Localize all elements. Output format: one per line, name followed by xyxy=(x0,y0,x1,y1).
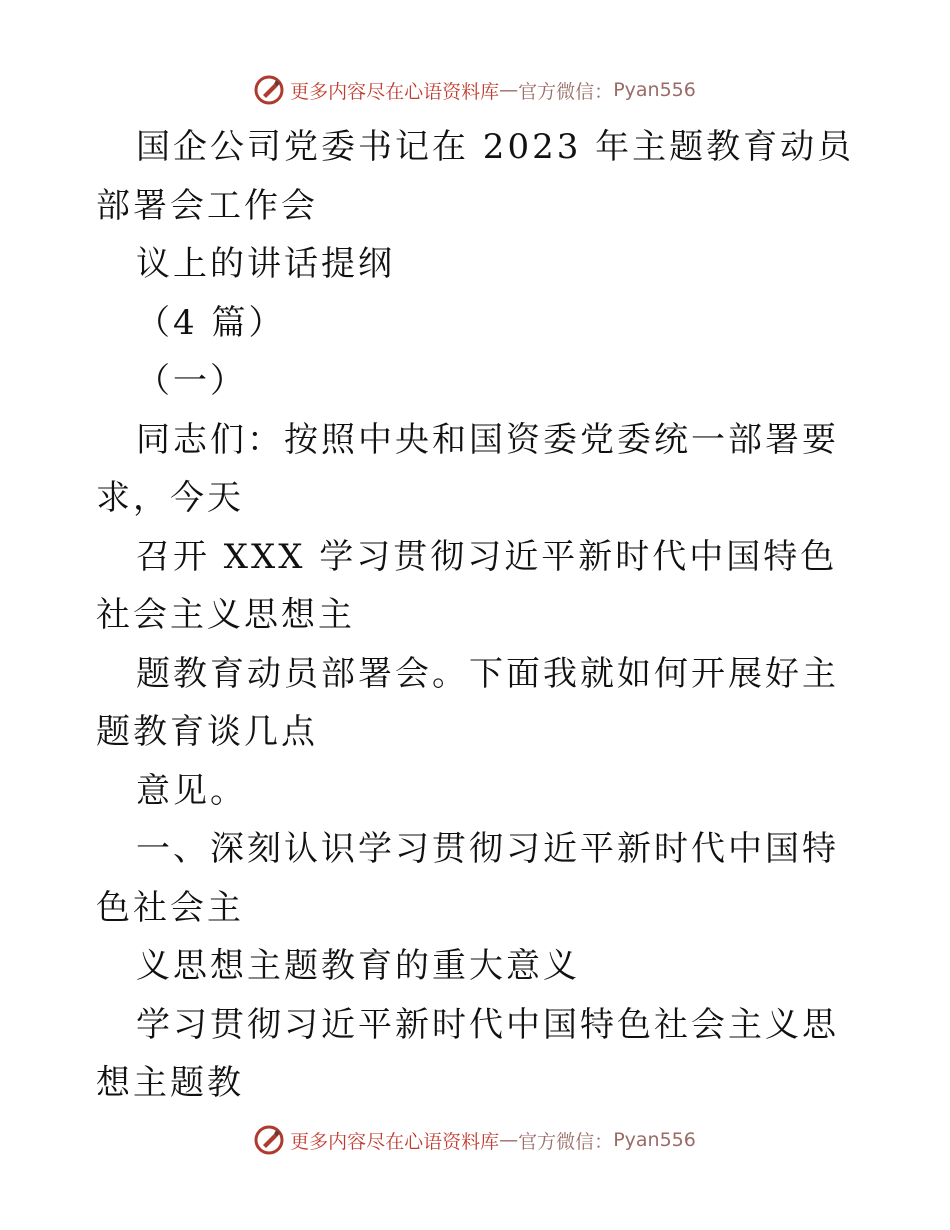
paragraph: 题教育动员部署会。下面我就如何开展好主题教育谈几点 xyxy=(96,653,839,752)
brand-logo-icon xyxy=(254,1125,284,1155)
watermark-separator: — xyxy=(499,79,519,101)
watermark-wechat-id: Pyan556 xyxy=(613,79,696,101)
watermark-brand: 更多内容尽在心语资料库 xyxy=(290,1130,500,1153)
section-heading-continued: 义思想主题教育的重大意义 xyxy=(136,946,580,986)
document-title-line-2: 议上的讲话提纲 xyxy=(136,244,395,284)
paragraph: 召开 XXX 学习贯彻习近平新时代中国特色社会主义思想主 xyxy=(96,536,838,635)
watermark-brand: 更多内容尽在心语资料库 xyxy=(290,80,500,103)
document-body xyxy=(96,118,856,1113)
header-watermark xyxy=(0,70,950,110)
watermark-wechat-label: 官方微信： xyxy=(518,80,614,103)
brand-logo-icon xyxy=(254,75,284,105)
document-title-line-1: 国企公司党委书记在 2023 年主题教育动员部署会工作会 xyxy=(96,127,855,226)
document-subtitle-count: （4 篇） xyxy=(136,302,286,343)
paragraph: 意见。 xyxy=(136,770,247,811)
watermark-wechat-id: Pyan556 xyxy=(613,1129,696,1151)
section-number: （一） xyxy=(136,361,247,401)
section-heading: 一、深刻认识学习贯彻习近平新时代中国特色社会主 xyxy=(96,829,839,928)
watermark-wechat-label: 官方微信： xyxy=(518,1130,614,1153)
footer-watermark xyxy=(0,1120,950,1160)
paragraph: 同志们：按照中央和国资委党委统一部署要求，今天 xyxy=(96,419,839,518)
paragraph: 学习贯彻习近平新时代中国特色社会主义思想主题教 xyxy=(96,1004,839,1103)
watermark-separator: — xyxy=(499,1129,519,1151)
